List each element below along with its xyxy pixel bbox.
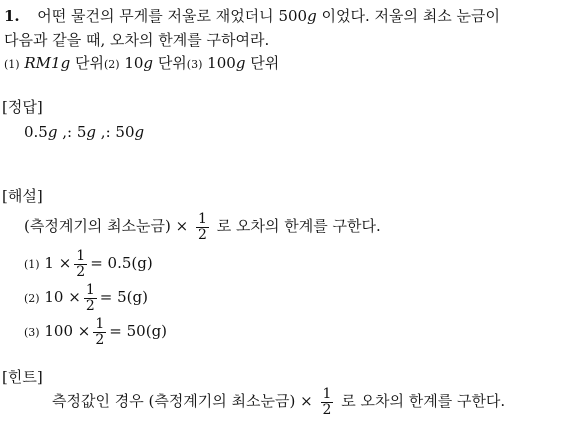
answer-value: 50 [115,123,135,141]
fraction-one-half [93,317,106,348]
fraction-denominator: 2 [85,297,95,314]
option-value: RM1 [24,54,61,72]
option-value: 100 [207,54,236,72]
step-marker: (1) [24,258,40,271]
option-suffix: 단위 [250,54,280,72]
explanation-step [24,248,153,280]
fraction-numerator: 1 [76,247,86,264]
answer-separator: ,: [100,123,111,141]
problem-number: 1. [4,7,20,25]
option-marker: (3) [186,58,203,71]
explanation-step [24,282,148,314]
step-lhs: 100 [44,322,74,340]
option-suffix: 단위 [74,54,104,72]
problem-text-a: 어떤 물건의 무게를 저울로 재었더니 [37,7,274,25]
problem-line-2: 다음과 같을 때, 오차의 한계를 구하여라. [4,31,270,49]
problem-weight-unit: g [307,7,317,25]
explanation-heading: [해설] [2,187,43,205]
option-marker: (1) [4,58,20,71]
explanation-step [24,316,167,348]
fraction-numerator: 1 [95,315,105,332]
fraction-one-half [84,283,97,314]
times-symbol: × [68,288,81,306]
fraction-numerator: 1 [322,385,332,402]
answer-separator: ,: [62,123,73,141]
step-marker: (3) [24,326,40,339]
option-unit: g [235,54,246,72]
times-symbol: × [175,217,189,235]
times-symbol: × [77,322,91,340]
fraction-denominator: 2 [198,226,207,243]
explanation-intro [24,211,381,243]
answer-unit: g [86,123,97,141]
problem-text-b: 이었다. 저울의 최소 눈금이 [321,7,500,25]
step-rhs: = 50(g) [109,322,168,340]
step-rhs: = 0.5(g) [90,254,153,272]
hint-heading: [힌트] [2,368,43,386]
option-unit: g [60,54,71,72]
problem-options [4,53,279,75]
option-value: 10 [124,54,144,72]
answer-unit: g [47,123,58,141]
answer-unit: g [134,123,145,141]
option-marker: (2) [103,58,120,71]
fraction-numerator: 1 [85,281,95,298]
answer-heading: [정답] [2,98,43,116]
step-lhs: 10 [44,288,64,306]
answer-value: 0.5 [24,123,48,141]
fraction-one-half [321,387,334,418]
explanation-intro-b: 로 오차의 한계를 구한다. [216,217,381,235]
step-marker: (2) [24,292,40,305]
hint-text-b: 로 오차의 한계를 구한다. [341,392,506,410]
answer-value: 5 [76,123,87,141]
problem-weight-value: 500 [278,7,308,25]
fraction-one-half [74,249,87,280]
option-suffix: 단위 [157,54,187,72]
fraction-denominator: 2 [95,331,105,348]
fraction-denominator: 2 [76,263,86,280]
fraction-denominator: 2 [322,401,332,418]
answer-line [24,122,144,142]
option-unit: g [143,54,154,72]
explanation-intro-a: (측정계기의 최소눈금) [24,217,171,235]
fraction-one-half [196,212,209,243]
times-symbol: × [58,254,72,272]
problem-line-1 [4,6,500,26]
step-rhs: = 5(g) [99,288,148,306]
hint-text-a: 측정값인 경우 (측정계기의 최소눈금) [52,392,296,410]
hint-line [52,386,505,418]
fraction-numerator: 1 [198,210,207,227]
step-lhs: 1 [44,254,54,272]
times-symbol: × [300,392,313,410]
